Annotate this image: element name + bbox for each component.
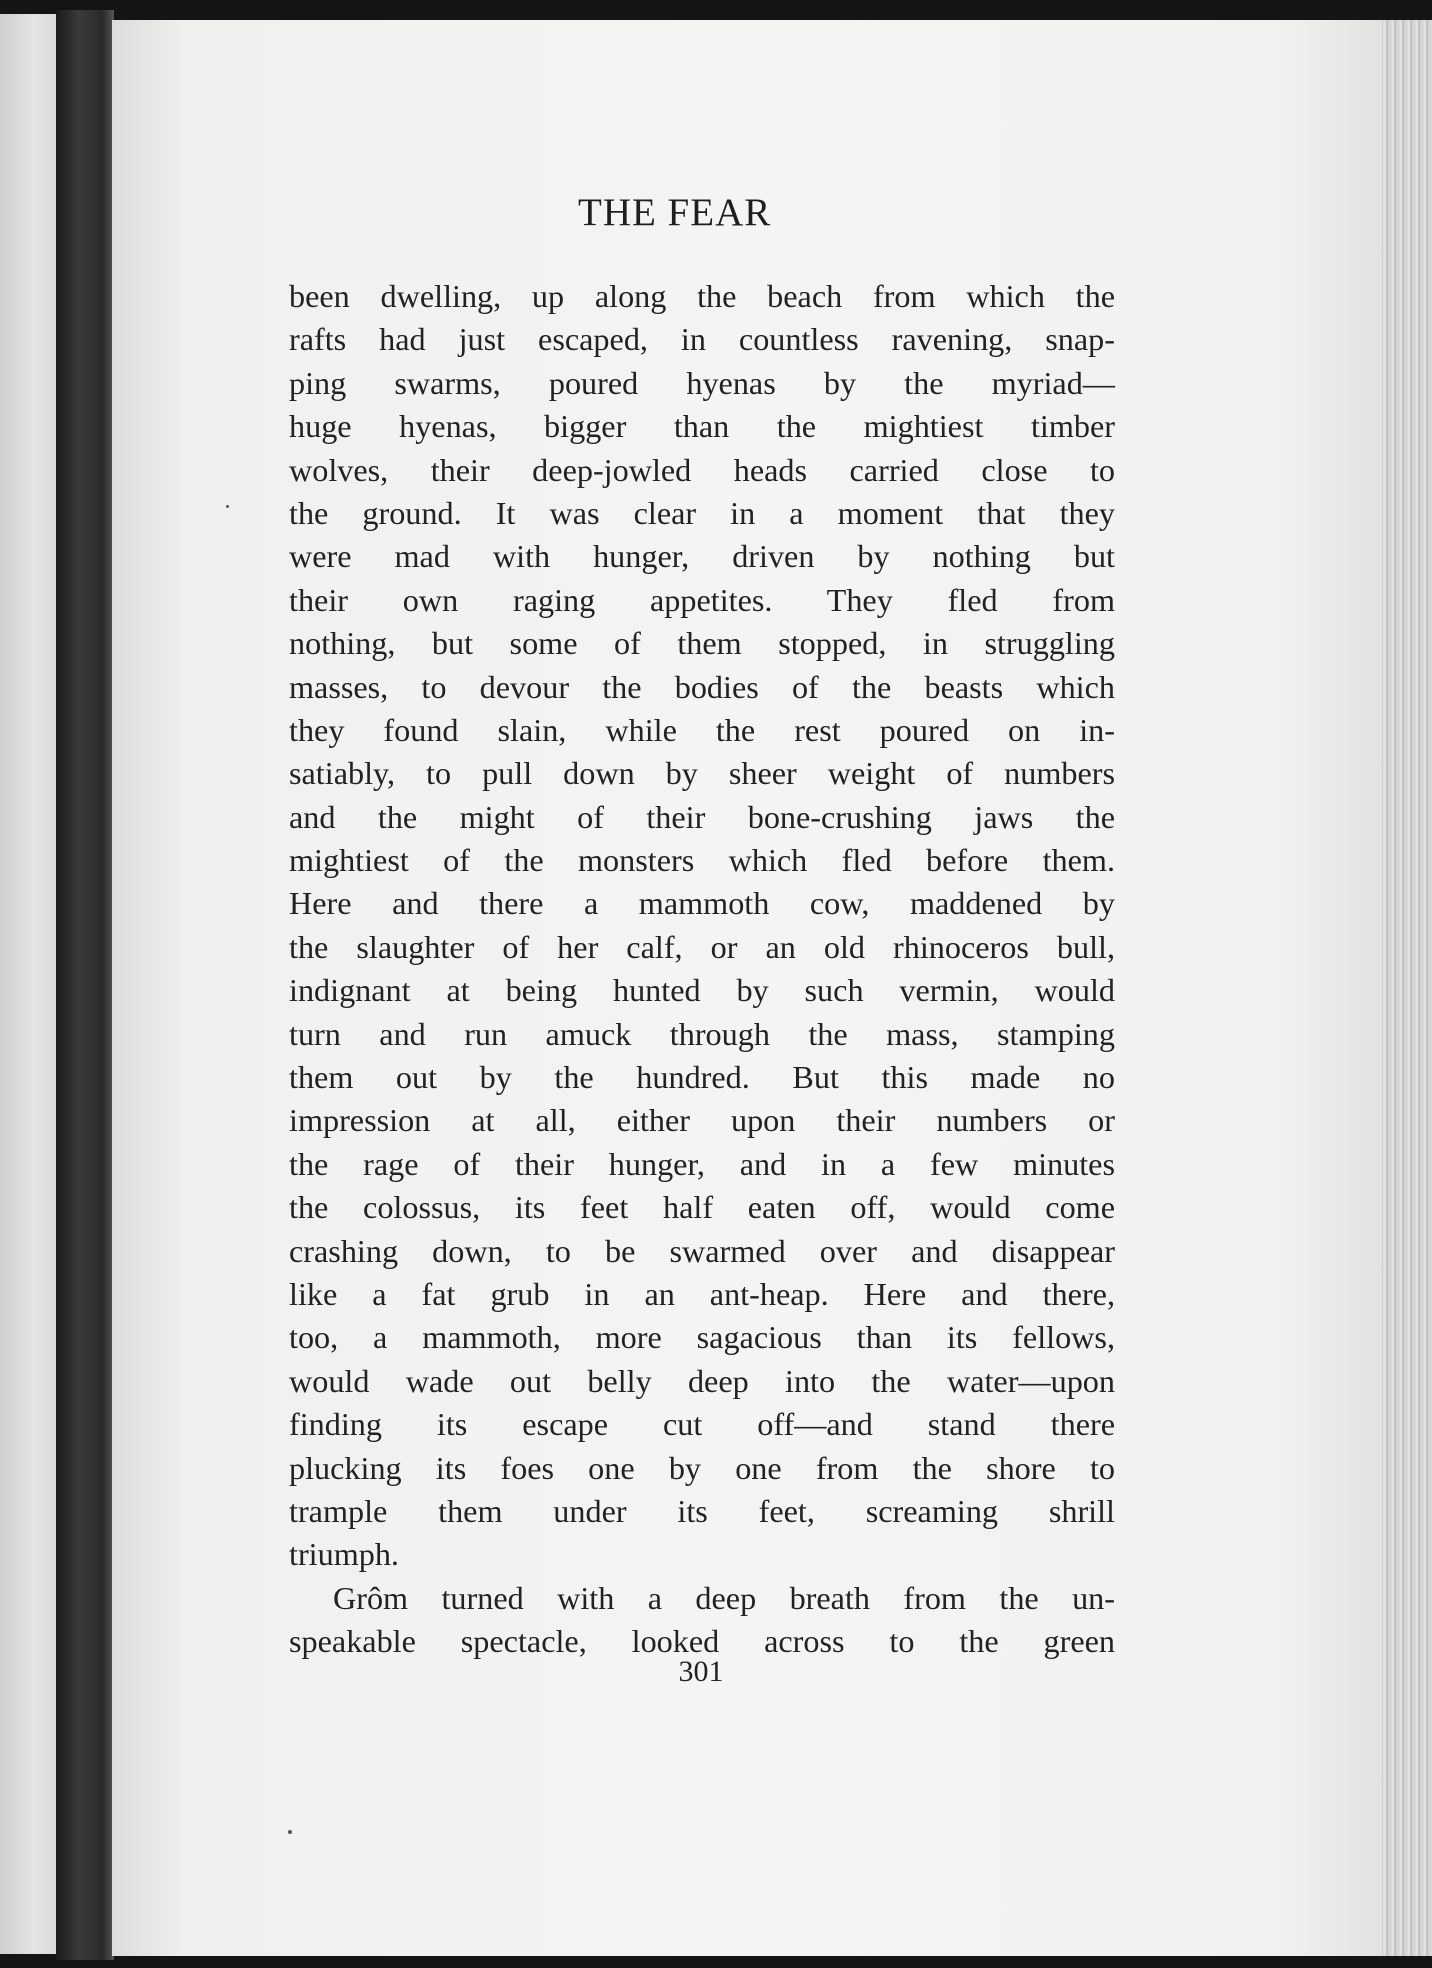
text-line: ping swarms, poured hyenas by the myriad— — [289, 364, 1115, 401]
text-line: nothing, but some of them stopped, in struggling — [289, 625, 1115, 662]
text-line: and the might of their bone-crushing jaws the — [289, 798, 1115, 835]
text-line: triumph. — [289, 1536, 399, 1573]
text-line: turn and run amuck through the mass, stamping — [289, 1015, 1115, 1052]
text-line: mightiest of the monsters which fled before them. — [289, 842, 1115, 879]
text-line: rafts had just escaped, in countless ravening, snap- — [289, 321, 1115, 358]
body-text — [289, 275, 1115, 1664]
text-line: they found slain, while the rest poured on in- — [289, 711, 1115, 748]
text-line: wolves, their deep-jowled heads carried close to — [289, 451, 1115, 488]
running-head: THE FEAR — [578, 191, 772, 234]
text-line: impression at all, either upon their numbers or — [289, 1102, 1115, 1139]
text-line: would wade out belly deep into the water—upon — [289, 1362, 1115, 1399]
text-line: huge hyenas, bigger than the mightiest timber — [289, 408, 1115, 445]
text-line: trample them under its feet, screaming shrill — [289, 1492, 1115, 1529]
text-line: the colossus, its feet half eaten off, would come — [289, 1189, 1115, 1226]
text-line: speakable spectacle, looked across to the green — [289, 1623, 1115, 1660]
text-line: satiably, to pull down by sheer weight of numbers — [289, 755, 1115, 792]
text-line: the ground. It was clear in a moment that they — [289, 494, 1115, 531]
page-number-wrap — [0, 1655, 1432, 1689]
ink-speck — [226, 505, 229, 508]
running-head-wrap — [578, 190, 771, 235]
text-line: Here and there a mammoth cow, maddened by — [289, 885, 1115, 922]
text-line: Grôm turned with a deep breath from the un- — [333, 1579, 1115, 1616]
text-line: too, a mammoth, more sagacious than its fellows, — [289, 1319, 1115, 1356]
text-line: indignant at being hunted by such vermin, would — [289, 972, 1115, 1009]
text-line: masses, to devour the bodies of the beasts which — [289, 668, 1115, 705]
text-line: the slaughter of her calf, or an old rhinoceros bull, — [289, 928, 1115, 965]
text-line: crashing down, to be swarmed over and disappear — [289, 1232, 1115, 1269]
ink-speck — [288, 1830, 292, 1834]
text-line: were mad with hunger, driven by nothing but — [289, 538, 1115, 575]
text-line: plucking its foes one by one from the shore to — [289, 1449, 1115, 1486]
text-line: been dwelling, up along the beach from which the — [289, 278, 1115, 314]
text-line: the rage of their hunger, and in a few minutes — [289, 1145, 1115, 1182]
page-number: 301 — [678, 1655, 724, 1688]
text-line: their own raging appetites. They fled from — [289, 581, 1115, 618]
text-line: finding its escape cut off—and stand there — [289, 1406, 1115, 1443]
text-line: them out by the hundred. But this made no — [289, 1059, 1115, 1096]
text-line: like a fat grub in an ant-heap. Here and there, — [289, 1275, 1115, 1312]
